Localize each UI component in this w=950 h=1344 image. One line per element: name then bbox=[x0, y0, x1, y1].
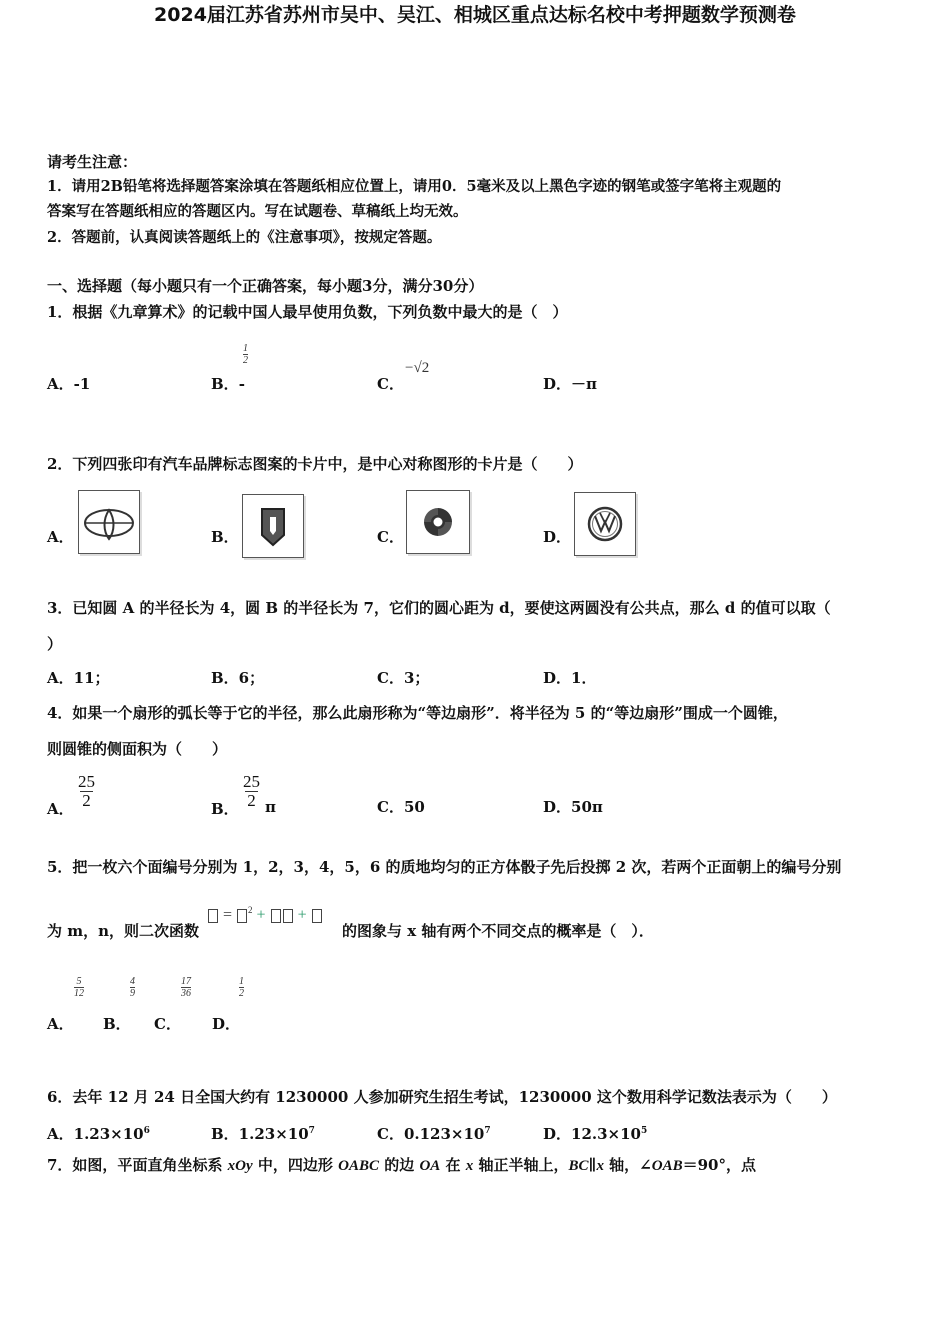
q5-option-d-fraction bbox=[239, 976, 244, 999]
q5-d-denominator: 2 bbox=[239, 988, 244, 999]
q4-b-numerator: 25 bbox=[243, 772, 260, 791]
q3-option-a[interactable]: A．11； bbox=[47, 669, 110, 687]
q1-option-b-label: B． bbox=[211, 375, 239, 393]
q1-option-a-label: A． bbox=[47, 375, 74, 393]
notice-line-1: 1．请用2B铅笔将选择题答案涂填在答题纸相应位置上，请用0．5毫米及以上黑色字迹的钢笔或签字笔将主观题的 bbox=[47, 178, 782, 195]
q5-d-numerator: 1 bbox=[239, 976, 244, 987]
q4-option-c[interactable]: C．50 bbox=[377, 798, 425, 816]
q5-option-c-label[interactable]: C． bbox=[154, 1015, 181, 1033]
q3-option-b[interactable]: B．6； bbox=[211, 669, 265, 687]
q3-option-d[interactable]: D．1． bbox=[543, 669, 597, 687]
q4-option-a-label[interactable]: A． bbox=[47, 800, 74, 818]
q6-a-base: A．1.23×10 bbox=[47, 1125, 144, 1143]
q6-d-base: D．12.3×10 bbox=[543, 1125, 641, 1143]
q5-c-numerator: 17 bbox=[181, 976, 191, 987]
q6-c-base: C．0.123×10 bbox=[377, 1125, 485, 1143]
q6-c-exp: 7 bbox=[484, 1126, 491, 1136]
q2-option-a-label[interactable]: A． bbox=[47, 528, 74, 546]
q1-b-numerator: 1 bbox=[243, 343, 248, 354]
q5-option-a-fraction bbox=[74, 976, 84, 999]
q6-option-a[interactable] bbox=[47, 1121, 150, 1144]
chery-logo-icon bbox=[79, 491, 139, 553]
q1-option-c[interactable] bbox=[377, 373, 404, 394]
q4-a-numerator: 25 bbox=[78, 772, 95, 791]
q6-d-exp: 5 bbox=[640, 1126, 648, 1136]
q2-card-b[interactable] bbox=[242, 494, 304, 558]
q5-option-b-fraction bbox=[130, 976, 135, 999]
q1-b-denominator: 2 bbox=[243, 355, 248, 366]
q1-option-b-fraction bbox=[243, 343, 248, 366]
volkswagen-logo-icon bbox=[575, 493, 635, 555]
question-2-stem: 2．下列四张印有汽车品牌标志图案的卡片中，是中心对称图形的卡片是（ ） bbox=[47, 455, 583, 473]
q6-option-b[interactable] bbox=[211, 1121, 315, 1144]
q2-option-c-label[interactable]: C． bbox=[377, 528, 404, 546]
q4-b-denominator: 2 bbox=[247, 791, 256, 810]
q6-b-exp: 7 bbox=[308, 1126, 315, 1136]
q5-option-d-label[interactable]: D． bbox=[212, 1015, 241, 1033]
q1-option-d[interactable] bbox=[543, 373, 597, 394]
q1-option-d-value: －π bbox=[571, 375, 597, 393]
q5-a-denominator: 12 bbox=[74, 988, 84, 999]
question-3-stem: 3．已知圆 A 的半径长为 4，圆 B 的半径长为 7，它们的圆心距为 d，要使这两圆没有公共点，那么 d 的值可以取（ bbox=[47, 599, 831, 617]
question-4-stem-2: 则圆锥的侧面积为（ ） bbox=[47, 740, 228, 758]
swirl-logo-icon bbox=[407, 491, 469, 553]
q3-option-c[interactable]: C．3； bbox=[377, 669, 430, 687]
q6-option-c[interactable] bbox=[377, 1121, 491, 1144]
q4-option-b-label[interactable]: B． bbox=[211, 800, 239, 818]
q6-a-exp: 6 bbox=[143, 1126, 150, 1136]
q5-b-numerator: 4 bbox=[130, 976, 135, 987]
notice-heading: 请考生注意： bbox=[47, 153, 138, 171]
q2-card-a[interactable] bbox=[78, 490, 140, 554]
q5-option-a-label[interactable]: A． bbox=[47, 1015, 74, 1033]
q2-card-d[interactable] bbox=[574, 492, 636, 556]
q5-eq-plus-2: + bbox=[297, 906, 307, 924]
q1-option-b[interactable] bbox=[211, 373, 245, 394]
q1-option-a-value: -1 bbox=[73, 375, 91, 393]
q5-b-denominator: 9 bbox=[130, 988, 135, 999]
q5-quadratic-formula bbox=[207, 905, 323, 924]
q1-option-c-value: −√2 bbox=[405, 360, 430, 376]
q2-option-d-label[interactable]: D． bbox=[543, 528, 572, 546]
q5-eq-exponent: 2 bbox=[248, 905, 253, 915]
page-title: 2024届江苏省苏州市吴中、吴江、相城区重点达标名校中考押题数学预测卷 bbox=[154, 4, 796, 26]
q1-option-d-label: D． bbox=[543, 375, 572, 393]
q5-eq-sign: = bbox=[223, 906, 233, 924]
q4-a-denominator: 2 bbox=[82, 791, 91, 810]
q4-option-b-pi: π bbox=[265, 798, 276, 816]
question-6-stem: 6．去年 12 月 24 日全国大约有 1230000 人参加研究生招生考试，1230000 这个数用科学记数法表示为（ ） bbox=[47, 1088, 837, 1106]
section-heading: 一、选择题（每小题只有一个正确答案，每小题3分，满分30分） bbox=[47, 277, 484, 295]
q1-option-c-label: C． bbox=[377, 375, 404, 393]
question-1-stem: 1．根据《九章算术》的记载中国人最早使用负数，下列负数中最大的是（ ） bbox=[47, 303, 568, 321]
q1-option-a[interactable] bbox=[47, 373, 90, 394]
q4-option-b-fraction bbox=[241, 773, 262, 810]
question-3-stem-close: ） bbox=[47, 635, 63, 653]
q1-option-b-prefix: - bbox=[238, 375, 245, 393]
notice-line-3: 2．答题前，认真阅读答题纸上的《注意事项》，按规定答题。 bbox=[47, 229, 442, 246]
q6-option-d[interactable] bbox=[543, 1121, 647, 1144]
question-4-stem: 4．如果一个扇形的弧长等于它的半径，那么此扇形称为“等边扇形”．将半径为 5 的“等边扇形”围成一个圆锥， bbox=[47, 704, 788, 722]
question-5-stem: 5．把一枚六个面编号分别为 1，2，3，4，5，6 的质地均匀的正方体骰子先后投掷 2 次，若两个正面朝上的编号分别 bbox=[47, 858, 842, 876]
q5-option-b-label[interactable]: B． bbox=[103, 1015, 131, 1033]
q4-option-d[interactable]: D．50π bbox=[543, 798, 603, 816]
q5-c-denominator: 36 bbox=[181, 988, 191, 999]
question-7-stem: 7．如图，平面直角坐标系 xOy 中，四边形 OABC 的边 OA 在 x 轴正半轴上，BC∥x 轴，∠OAB＝90°，点 bbox=[47, 1156, 756, 1174]
notice-line-2: 答案写在答题纸相应的答题区内。写在试题卷、草稿纸上均无效。 bbox=[47, 203, 468, 220]
shield-logo-icon bbox=[243, 495, 303, 557]
q2-card-c[interactable] bbox=[406, 490, 470, 554]
q2-option-b-label[interactable]: B． bbox=[211, 528, 239, 546]
q5-option-c-fraction bbox=[181, 976, 191, 999]
question-5-stem-2-pre: 为 m，n，则二次函数 bbox=[47, 922, 200, 940]
q6-b-base: B．1.23×10 bbox=[211, 1125, 309, 1143]
q5-a-numerator: 5 bbox=[76, 976, 82, 987]
q4-option-a-fraction bbox=[76, 773, 97, 810]
question-5-stem-2-post: 的图象与 x 轴有两个不同交点的概率是（ ）． bbox=[342, 922, 654, 940]
q5-eq-plus-1: + bbox=[256, 906, 266, 924]
